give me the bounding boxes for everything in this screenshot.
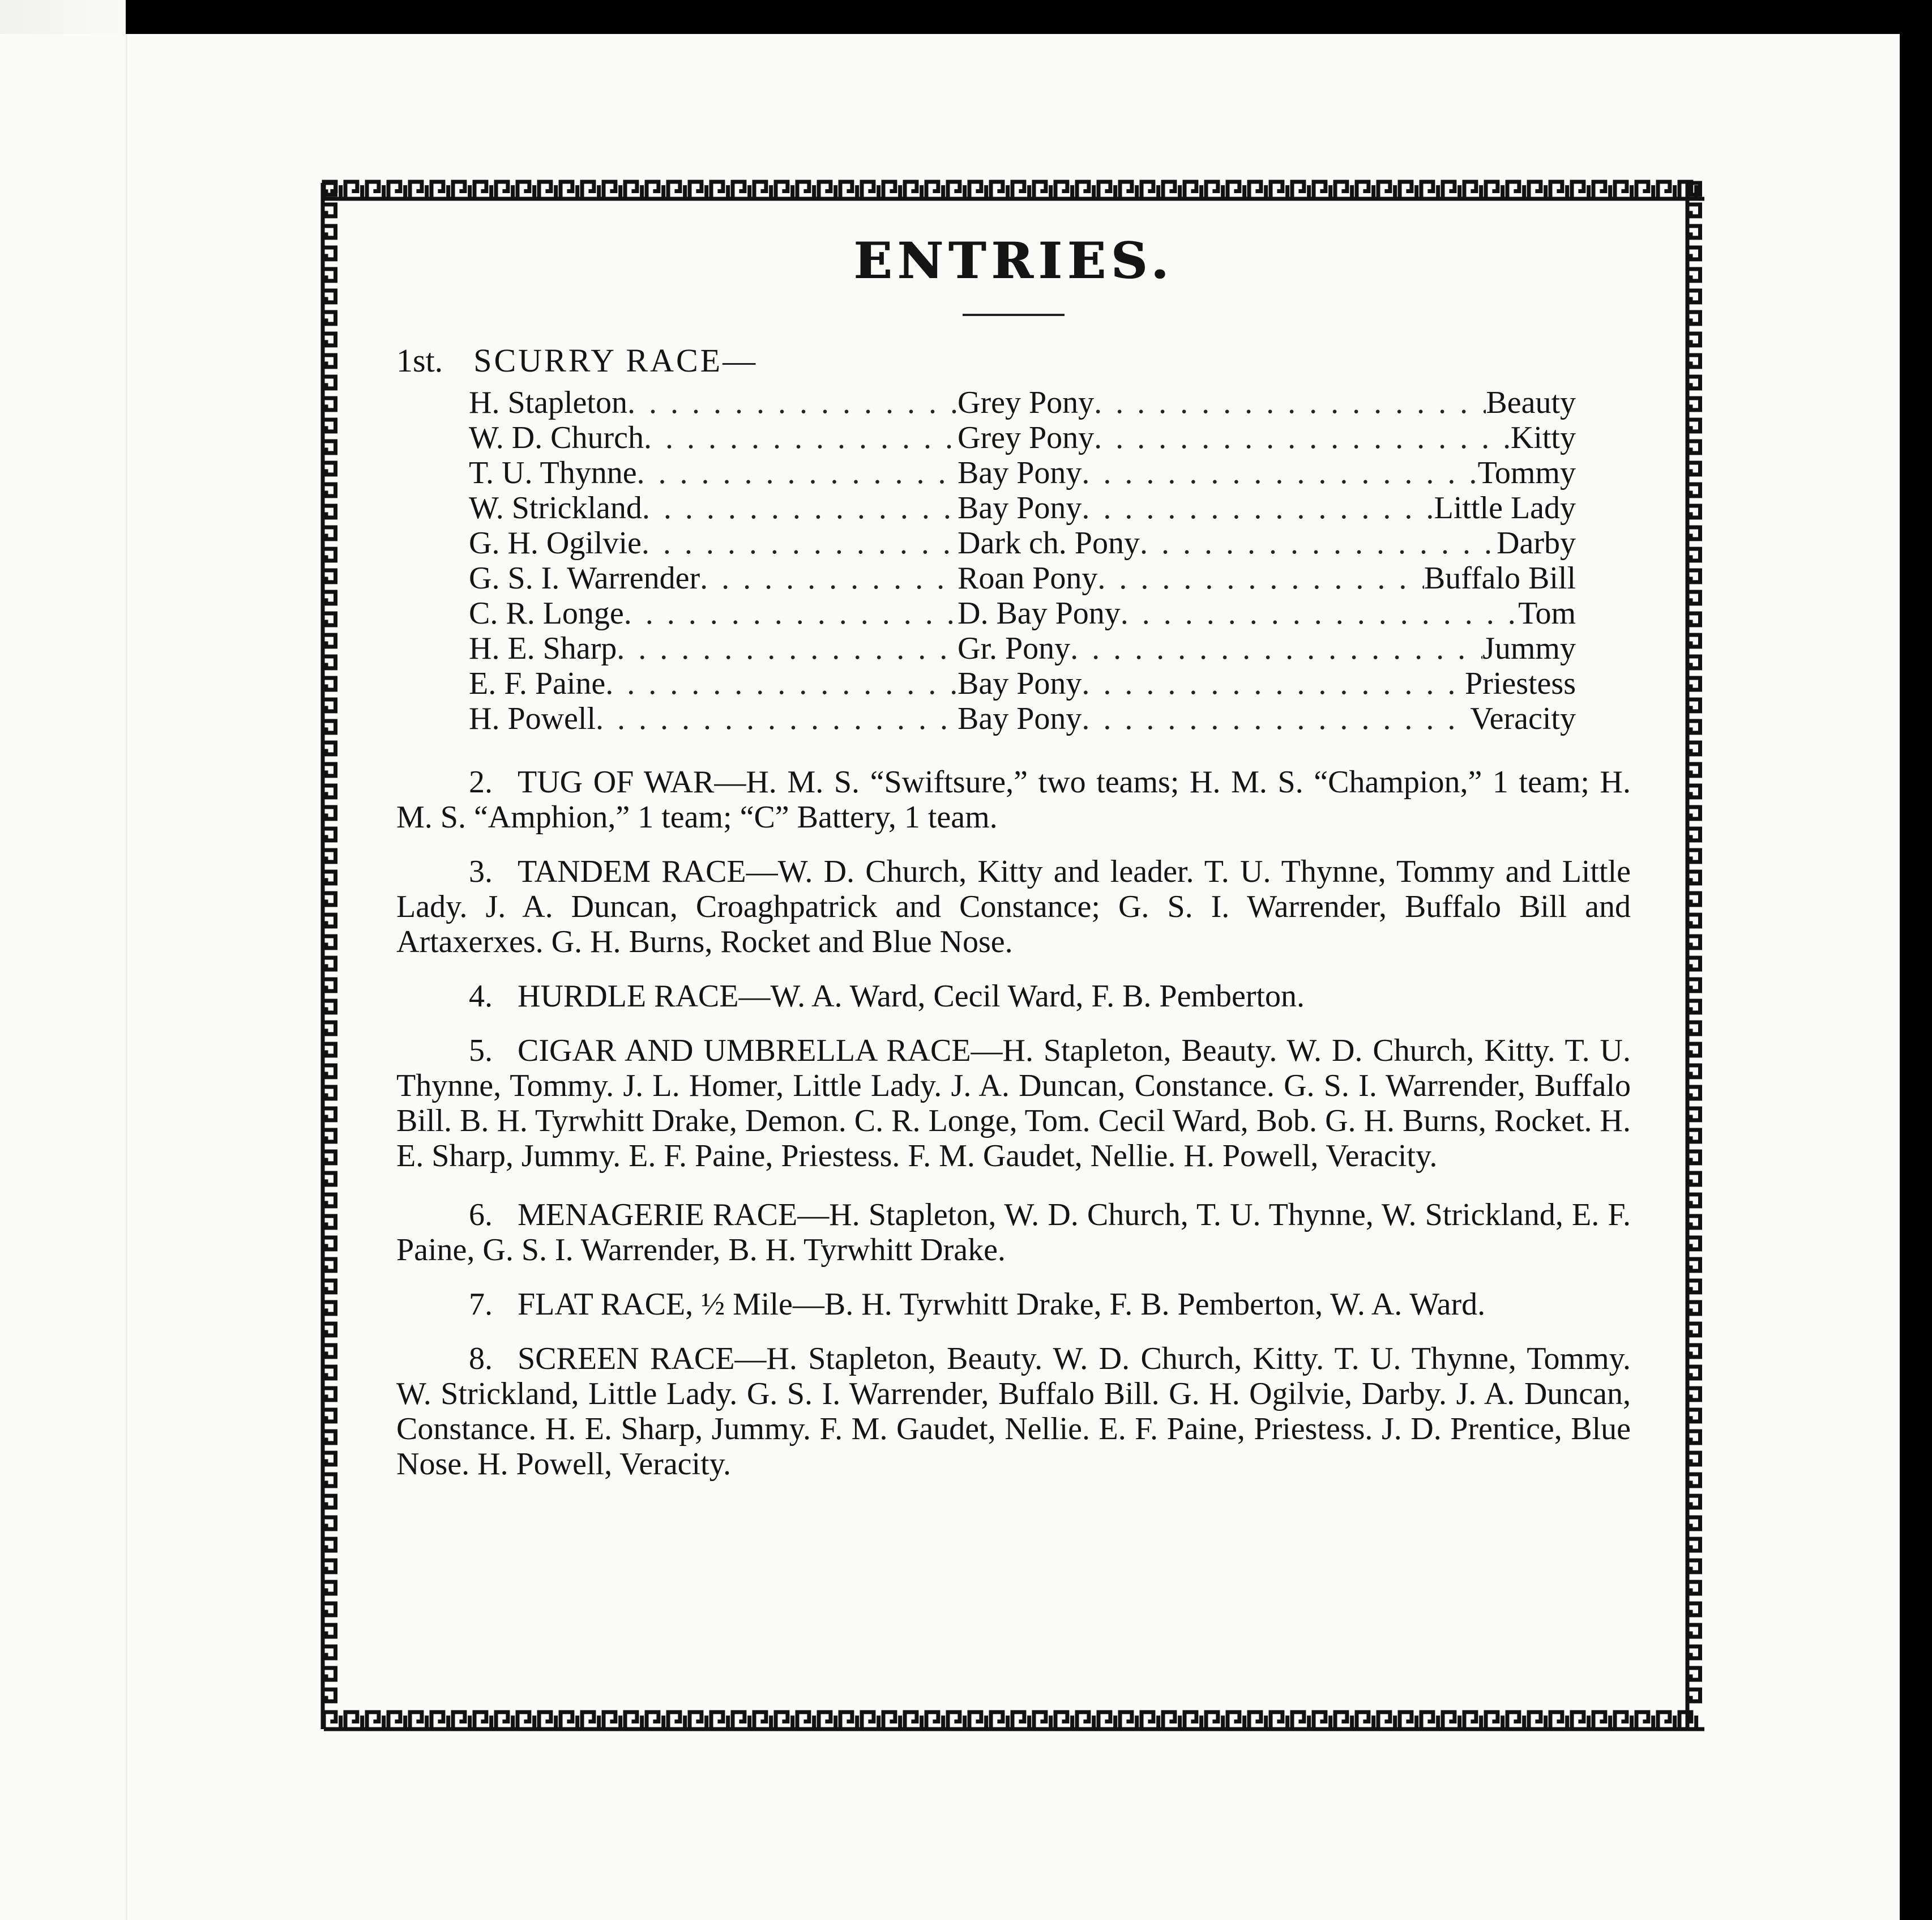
entry-pony-cell — [958, 526, 1576, 561]
race-entry-paragraph — [396, 1197, 1631, 1268]
entries-content — [396, 232, 1631, 1482]
entry-owner-cell — [469, 666, 958, 701]
entry-row — [469, 701, 1631, 736]
leader-dots — [1094, 385, 1486, 420]
entry-pony: D. Bay Pony — [958, 596, 1121, 631]
leader-dots — [1070, 631, 1482, 666]
race-number: 4. — [469, 979, 493, 1014]
entry-owner: W. Strickland — [469, 490, 642, 526]
leader-dots — [596, 701, 958, 736]
entry-pony: Bay Pony — [958, 490, 1082, 526]
leader-dots — [642, 490, 958, 526]
entry-horse: Buffalo Bill — [1424, 561, 1576, 596]
entry-horse: Jummy — [1482, 631, 1576, 666]
scurry-entries-table — [469, 385, 1631, 736]
entry-horse: Kitty — [1510, 420, 1576, 455]
entry-owner: C. R. Longe — [469, 596, 624, 631]
leader-dots — [624, 596, 958, 631]
leader-dots — [1097, 561, 1424, 596]
border-bottom — [324, 1712, 1701, 1729]
entry-row — [469, 490, 1631, 526]
entry-horse: Tommy — [1477, 455, 1576, 490]
entry-row — [469, 420, 1631, 455]
race-number: 1st. — [396, 342, 443, 379]
entry-row — [469, 455, 1631, 490]
entry-pony-cell — [958, 385, 1576, 420]
entry-owner-cell — [469, 701, 958, 736]
entry-pony: Grey Pony — [958, 385, 1095, 420]
title-rule — [963, 314, 1065, 316]
entry-pony: Bay Pony — [958, 455, 1082, 490]
entry-row — [469, 631, 1631, 666]
leader-dots — [1082, 455, 1477, 490]
page-title: ENTRIES. — [853, 231, 1174, 290]
entry-pony-cell — [958, 666, 1576, 701]
race-number: 8. — [469, 1341, 493, 1376]
entry-pony-cell — [958, 455, 1576, 490]
entry-horse: Darby — [1497, 526, 1576, 561]
entry-owner-cell — [469, 631, 958, 666]
entry-pony-cell — [958, 701, 1576, 736]
entry-pony: Bay Pony — [958, 666, 1082, 701]
entry-owner-cell — [469, 596, 958, 631]
entry-pony: Grey Pony — [958, 420, 1095, 455]
entry-horse: Little Lady — [1434, 490, 1576, 526]
leader-dots — [627, 385, 958, 420]
leader-dots — [637, 455, 958, 490]
leader-dots — [642, 526, 958, 561]
race-title: SCURRY RACE— — [473, 342, 758, 379]
entry-owner-cell — [469, 420, 958, 455]
entry-row — [469, 526, 1631, 561]
leader-dots — [644, 420, 958, 455]
race-number: 3. — [469, 854, 493, 889]
scurry-race-heading — [396, 341, 1631, 381]
entry-owner: H. Stapleton — [469, 385, 627, 420]
entry-owner: H. E. Sharp — [469, 631, 617, 666]
entry-owner-cell — [469, 455, 958, 490]
leader-dots — [617, 631, 958, 666]
race-list — [396, 765, 1631, 1482]
race-number: 7. — [469, 1287, 493, 1322]
entry-row — [469, 596, 1631, 631]
entry-horse: Priestess — [1465, 666, 1576, 701]
border-top — [324, 182, 1701, 199]
race-entry-paragraph — [396, 979, 1631, 1014]
race-text: SCREEN RACE—H. Stapleton, Beauty. W. D. Church, Kitty. T. U. Thynne, Tommy. W. Strickland, Little Lady. G. S. I. Warrender, Buffalo Bill. G. H. Ogilvie, Darby. J. A. Duncan, Constance. H. E. Sharp, Jummy. F. M. Gaudet, Nellie. E. F. Paine, Priestess. J. D. Prentice, Blue Nose. H. Powell, Veracity. — [396, 1341, 1631, 1482]
entry-pony: Bay Pony — [958, 701, 1082, 736]
entry-pony-cell — [958, 561, 1576, 596]
race-entry-paragraph — [396, 1033, 1631, 1174]
page-fold — [126, 34, 127, 1920]
race-entry-paragraph — [396, 854, 1631, 959]
race-text: TUG OF WAR—H. M. S. “Swiftsure,” two teams; H. M. S. “Champion,” 1 team; H. M. S. “Amphion,” 1 team; “C” Battery, 1 team. — [396, 765, 1631, 835]
entry-row — [469, 385, 1631, 420]
entry-owner: T. U. Thynne — [469, 455, 637, 490]
entry-horse: Beauty — [1486, 385, 1576, 420]
entry-pony: Dark ch. Pony — [958, 526, 1140, 561]
race-text: CIGAR AND UMBRELLA RACE—H. Stapleton, Beauty. W. D. Church, Kitty. T. U. Thynne, Tommy. J. L. Homer, Little Lady. J. A. Duncan, Constance. G. S. I. Warrender, Buffalo Bill. B. H. Tyrwhitt Drake, Demon. C. R. Longe, Tom. Cecil Ward, Bob. G. H. Burns, Rocket. H. E. Sharp, Jummy. E. F. Paine, Priestess. F. M. Gaudet, Nellie. H. Powell, Veracity. — [396, 1033, 1631, 1174]
entry-owner-cell — [469, 561, 958, 596]
entry-row — [469, 561, 1631, 596]
race-entry-paragraph — [396, 765, 1631, 835]
race-text: FLAT RACE, ½ Mile—B. H. Tyrwhitt Drake, F. B. Pemberton, W. A. Ward. — [518, 1287, 1486, 1322]
leader-dots — [1082, 666, 1465, 701]
entry-pony-cell — [958, 420, 1576, 455]
race-entry-paragraph — [396, 1341, 1631, 1482]
entry-owner-cell — [469, 385, 958, 420]
race-text: HURDLE RACE—W. A. Ward, Cecil Ward, F. B. Pemberton. — [518, 979, 1305, 1014]
race-number: 6. — [469, 1197, 493, 1232]
race-text: MENAGERIE RACE—H. Stapleton, W. D. Church, T. U. Thynne, W. Strickland, E. F. Paine, G. S. I. Warrender, B. H. Tyrwhitt Drake. — [396, 1197, 1631, 1268]
entry-row — [469, 666, 1631, 701]
entry-owner: H. Powell — [469, 701, 596, 736]
entry-pony-cell — [958, 490, 1576, 526]
entry-horse: Tom — [1518, 596, 1576, 631]
race-number: 5. — [469, 1033, 493, 1068]
entry-owner: W. D. Church — [469, 420, 644, 455]
leader-dots — [700, 561, 958, 596]
leader-dots — [1094, 420, 1511, 455]
entry-horse: Veracity — [1470, 701, 1576, 736]
entry-owner-cell — [469, 490, 958, 526]
leader-dots — [1140, 526, 1497, 561]
scan-border — [1900, 34, 1932, 1920]
leader-dots — [1121, 596, 1518, 631]
entry-pony: Gr. Pony — [958, 631, 1071, 666]
entry-owner: G. H. Ogilvie — [469, 526, 642, 561]
entry-owner: E. F. Paine — [469, 666, 606, 701]
entry-pony-cell — [958, 596, 1576, 631]
leader-dots — [1082, 490, 1434, 526]
entry-owner-cell — [469, 526, 958, 561]
leader-dots — [1082, 701, 1470, 736]
entry-pony-cell — [958, 631, 1576, 666]
leader-dots — [605, 666, 958, 701]
race-number: 2. — [469, 765, 493, 800]
race-text: TANDEM RACE—W. D. Church, Kitty and leader. T. U. Thynne, Tommy and Little Lady. J. A. Duncan, Croaghpatrick and Constance; G. S. I. Warrender, Buffalo Bill and Artaxerxes. G. H. Burns, Rocket and Blue Nose. — [396, 854, 1631, 959]
race-entry-paragraph — [396, 1287, 1631, 1322]
entry-pony: Roan Pony — [958, 561, 1098, 596]
entry-owner: G. S. I. Warrender — [469, 561, 700, 596]
